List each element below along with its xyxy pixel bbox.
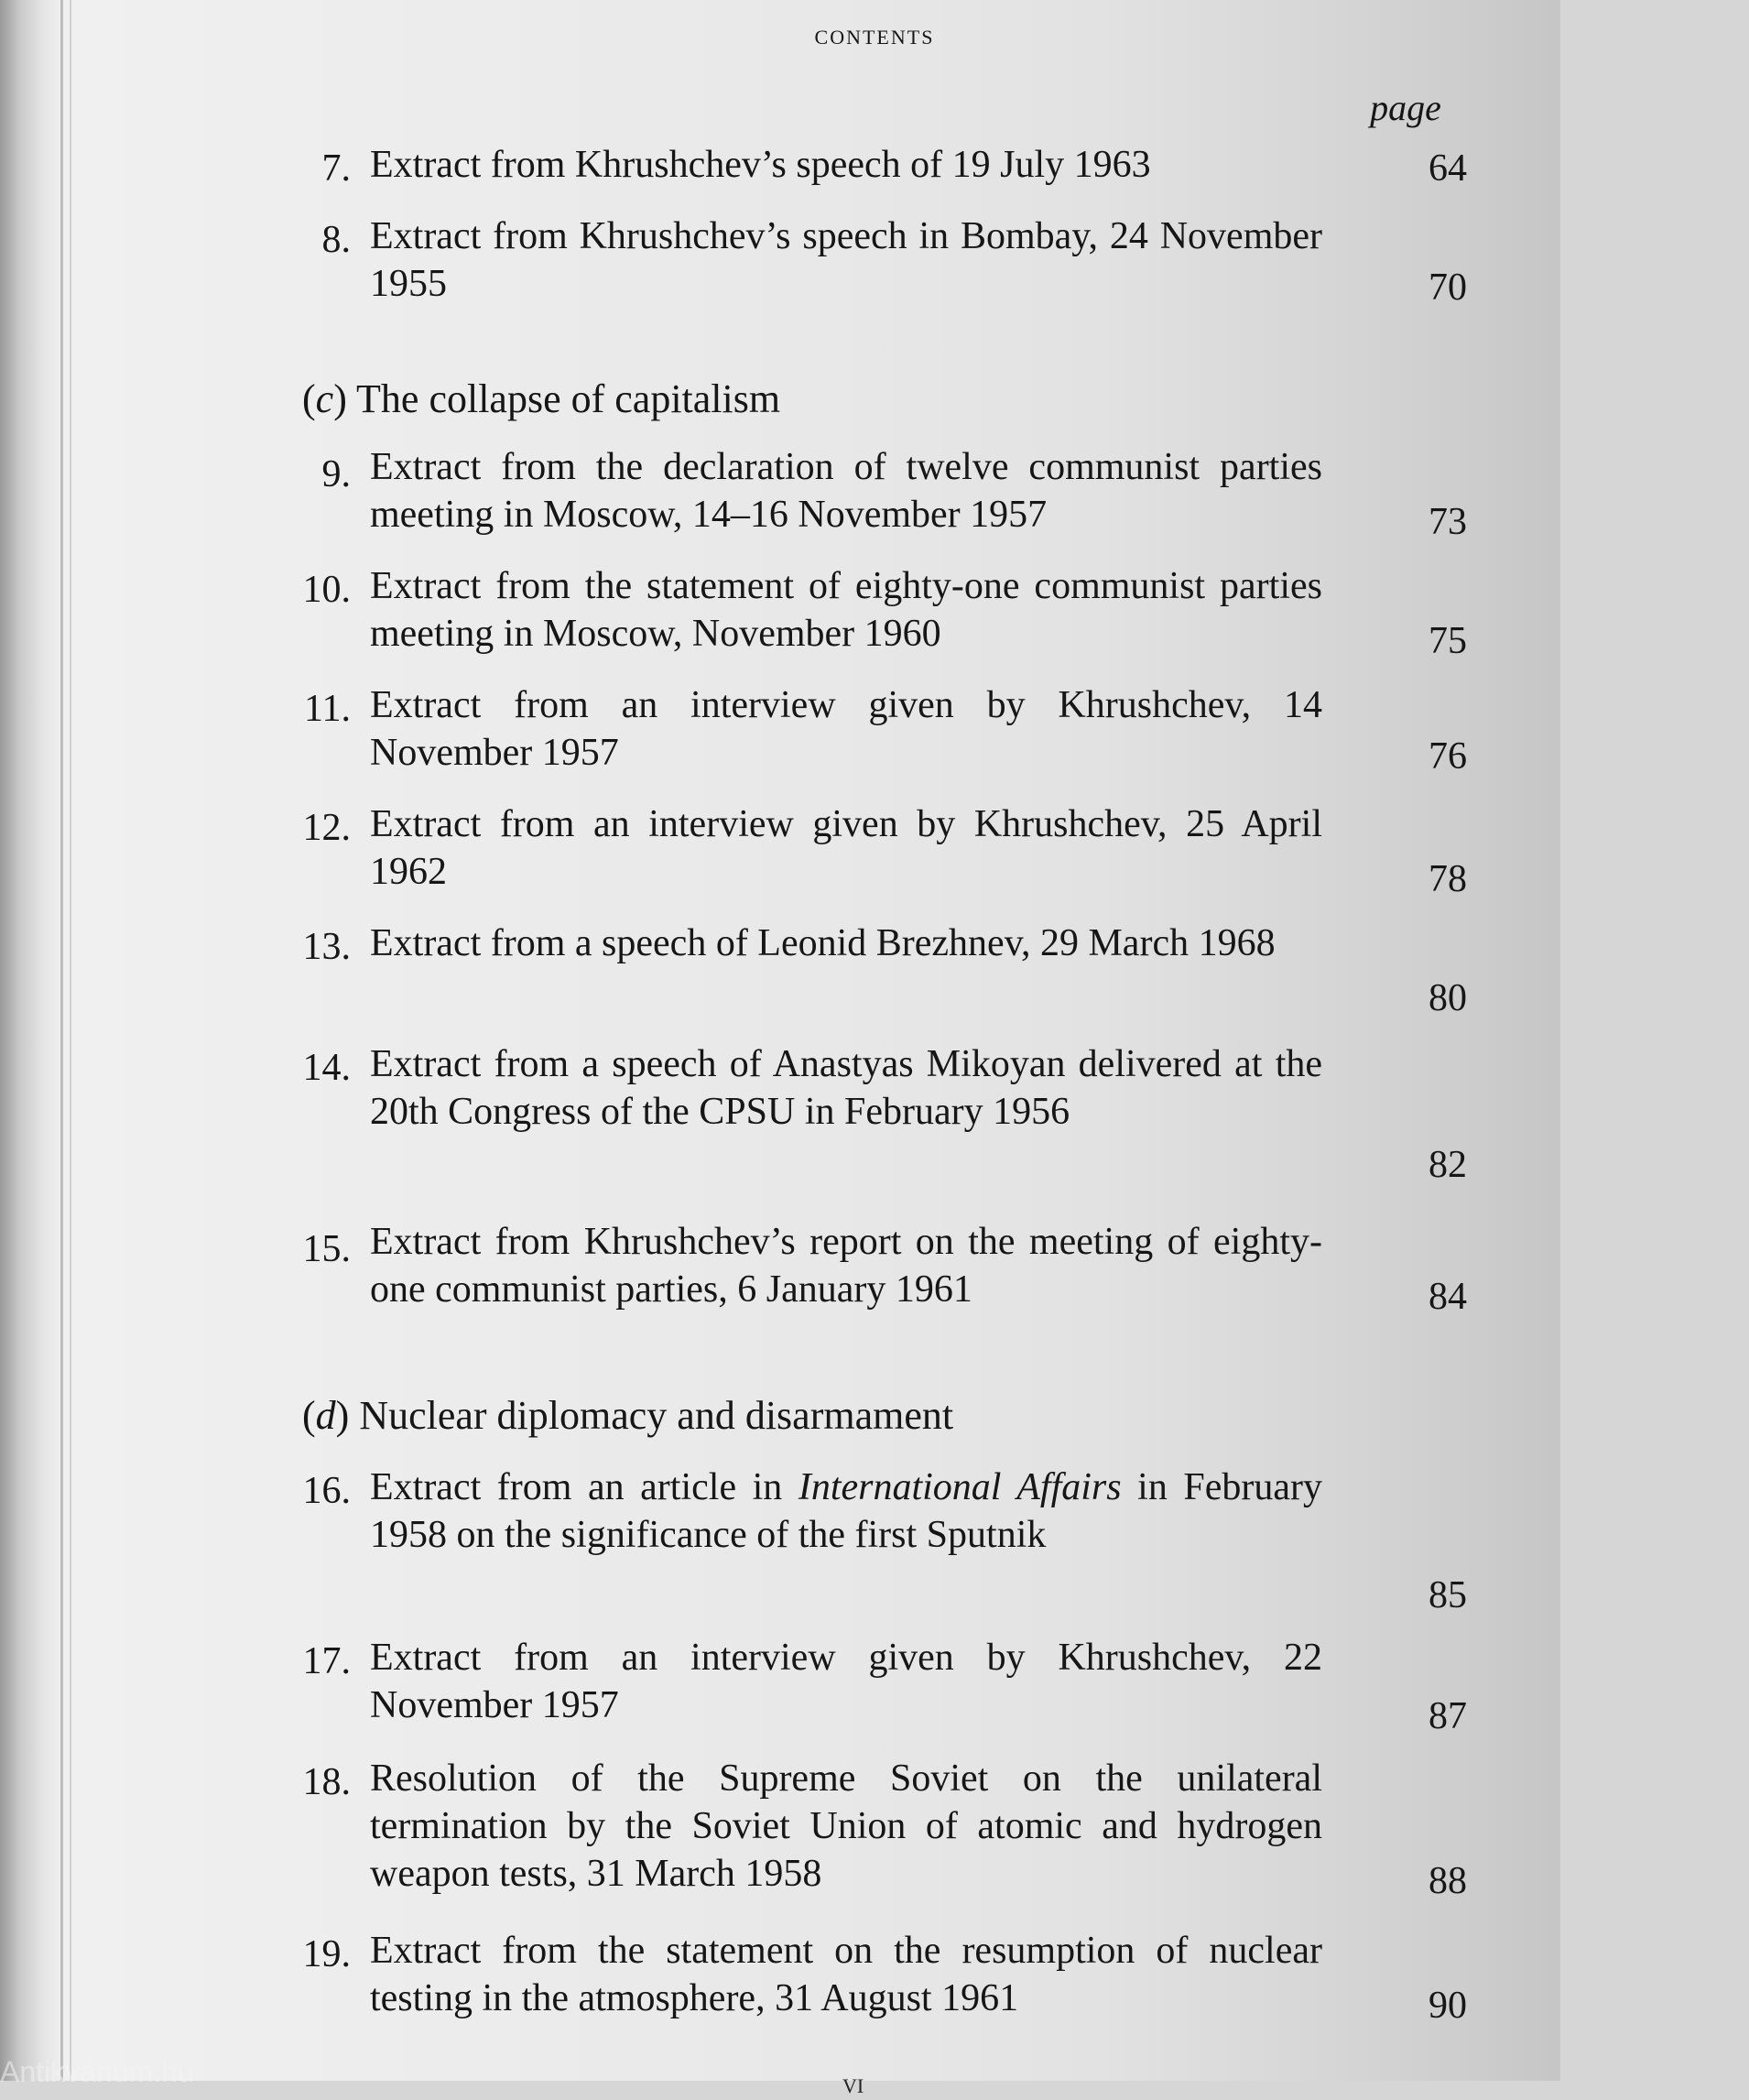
- entry-page: 70: [1429, 267, 1467, 309]
- entry-number: 19.: [302, 1933, 351, 1975]
- entry-number: 7.: [321, 147, 351, 190]
- entry-page: 90: [1429, 1985, 1467, 2027]
- entry-title: Extract from an interview given by Khrushchev, 25 April 1962: [370, 803, 1322, 893]
- entry-title: Extract from the declaration of twelve communist parties meeting in Moscow, 14–16 November 1957: [370, 446, 1322, 536]
- entry-page: 80: [1429, 977, 1467, 1019]
- page-header: contents: [814, 18, 935, 50]
- entry-title: Extract from Khrushchev’s speech in Bombay, 24 November 1955: [370, 215, 1322, 305]
- entry-title: [370, 1463, 1322, 1559]
- entry-page: 78: [1429, 858, 1467, 900]
- entry-title: Extract from a speech of Leonid Brezhnev, 29 March 1968: [370, 922, 1276, 964]
- entry-number: 8.: [321, 219, 351, 261]
- entry-title: Resolution of the Supreme Soviet on the unilateral termination by the Soviet Union of atomic and hydrogen weapon tests, 31 March 1958: [370, 1757, 1322, 1895]
- entry-number: 9.: [321, 453, 351, 495]
- entry-title: Extract from an interview given by Khrushchev, 14 November 1957: [370, 684, 1322, 774]
- entry-page: 73: [1429, 501, 1467, 543]
- entry-title: Extract from a speech of Anastyas Mikoyan delivered at the 20th Congress of the CPSU in February 1956: [370, 1043, 1322, 1133]
- entry-page: 88: [1429, 1860, 1467, 1902]
- section-heading-d: (d) Nuclear diplomacy and disarmament: [302, 1393, 954, 1438]
- entry-page: 84: [1429, 1276, 1467, 1318]
- entry-number: 12.: [302, 807, 351, 849]
- entry-title: Extract from Khrushchev’s report on the meeting of eighty-one communist parties, 6 January 1961: [370, 1221, 1322, 1311]
- binding-edge-inner: [70, 0, 71, 2081]
- entry-title: Extract from an interview given by Khrushchev, 22 November 1957: [370, 1637, 1322, 1726]
- page-column-label: page: [1370, 87, 1441, 128]
- page-folio: vi: [842, 2066, 864, 2099]
- section-letter: c: [315, 376, 334, 421]
- entry-page: 87: [1429, 1695, 1467, 1737]
- entry-title: Extract from the statement of eighty-one communist parties meeting in Moscow, November 1960: [370, 565, 1322, 655]
- section-letter: d: [315, 1393, 336, 1438]
- entry-page: 85: [1429, 1574, 1467, 1616]
- section-title: Nuclear diplomacy and disarmament: [359, 1393, 954, 1438]
- section-title: The collapse of capitalism: [356, 376, 781, 421]
- entry-page: 76: [1429, 735, 1467, 778]
- entry-title-end: in February 1958 on the significance of the first Sputnik: [370, 1466, 1322, 1556]
- entry-page: 64: [1429, 147, 1467, 190]
- watermark: Antikvárium.hu: [0, 2055, 194, 2088]
- entry-number: 13.: [302, 926, 351, 968]
- entry-number: 16.: [302, 1470, 351, 1512]
- entry-number: 17.: [302, 1640, 351, 1682]
- entry-title: Extract from Khrushchev’s speech of 19 July 1963: [370, 144, 1151, 186]
- entry-number: 10.: [302, 569, 351, 611]
- entry-number: 18.: [302, 1761, 351, 1803]
- entry-title-start: Extract from an article in: [370, 1466, 798, 1508]
- entry-page: 75: [1429, 620, 1467, 662]
- binding-edge: [60, 0, 63, 2081]
- table-of-contents: [275, 0, 1465, 2081]
- entry-number: 15.: [302, 1228, 351, 1270]
- entry-number: 11.: [304, 688, 351, 730]
- entry-title: Extract from the statement on the resumption of nuclear testing in the atmosphere, 31 August 1961: [370, 1930, 1322, 2019]
- journal-title: International Affairs: [798, 1466, 1122, 1508]
- entry-page: 82: [1429, 1144, 1467, 1186]
- entry-number: 14.: [302, 1047, 351, 1089]
- section-heading-c: (c) The collapse of capitalism: [302, 376, 781, 421]
